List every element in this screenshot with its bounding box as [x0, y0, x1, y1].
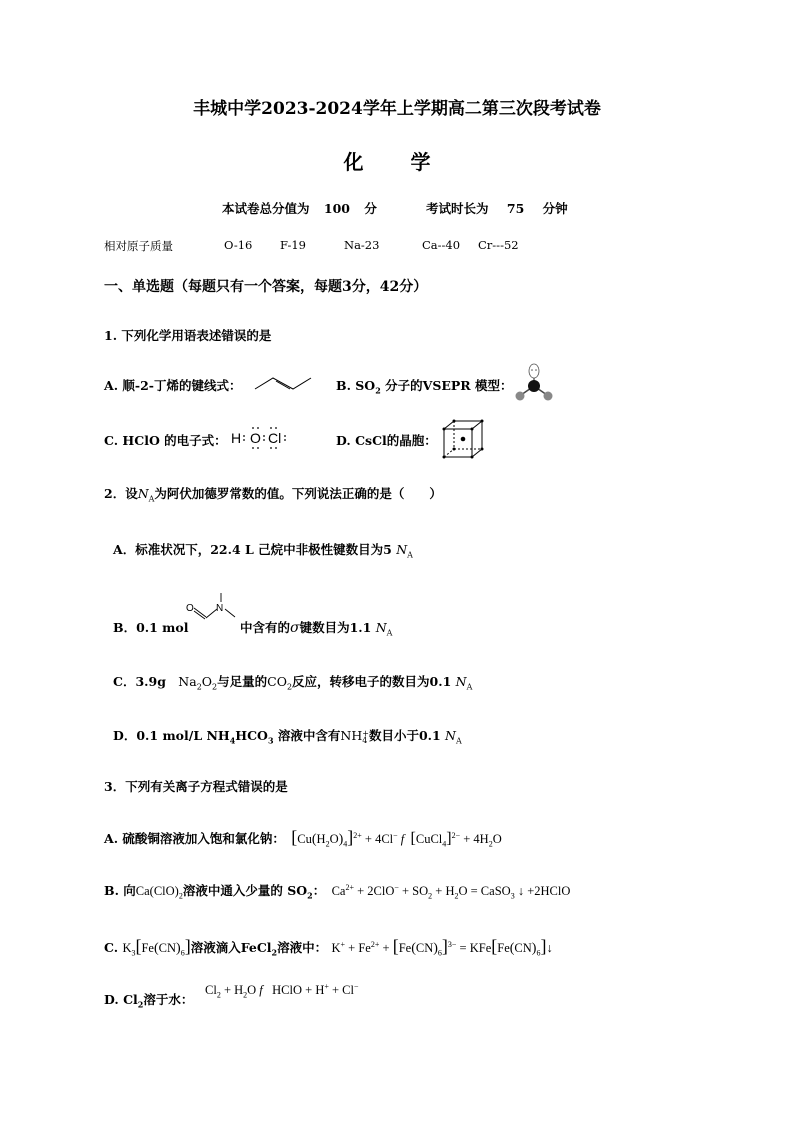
cis-2-butene-skeletal-icon [255, 374, 315, 392]
subject-title: 化 学 [343, 150, 451, 174]
score-info [222, 199, 377, 217]
atomic-mass-item: O-16 [224, 238, 253, 252]
q2-option-b: B．0.1 mol [113, 620, 189, 635]
q2-option-d: D．0.1 mol/L $NH_4HCO_3$ 溶液中含有NH + 4 数目小于0.1 $N_A$ [113, 728, 462, 746]
time-info [426, 199, 568, 217]
hclo-electron-formula-icon [230, 425, 296, 451]
q3-option-a: A. 硫酸铜溶液加入饱和氯化钠： $[Cu(H_2O)_4]^{2+} + 4Cl^-$ f [CuCl$_4$]$^{2-}$ + $4H_2O$ [104, 827, 502, 849]
q3-option-b: B. 向$Ca(ClO)_2$溶液中通入少量的 $SO_2$： $Ca^{2+} + 2ClO^- + SO_2 + H_2O$ = CaSO$_3$ ↓ +2HClO [104, 882, 571, 901]
cscl-unit-cell-icon [442, 419, 486, 461]
svg-text:N: N [216, 603, 224, 614]
atomic-mass-item: Cr---52 [478, 238, 519, 252]
time-unit: 分钟 [542, 201, 568, 216]
atomic-mass-label: 相对原子质量 [104, 239, 173, 253]
svg-text:Cl: Cl [268, 430, 282, 446]
q1-option-a: A. 顺-2-丁烯的键线式： [104, 378, 242, 393]
q1-stem: 1. 下列化学用语表述错误的是 [104, 328, 272, 343]
vsepr-model-icon [513, 362, 555, 402]
section-title: 一、单选题（每题只有一个答案，每题3分，42分） [104, 279, 428, 295]
svg-text:O: O [250, 430, 261, 446]
q3-option-d-equation: $Cl_2 + H_2O$ f HClO + H+ + Cl− [205, 982, 359, 1000]
q2-option-c: C．3.9g $Na_2O_2$与足量的$CO_2$反应，转移电子的数目为0.1 $N_A$ [113, 674, 473, 692]
atomic-mass-item: Ca--40 [422, 238, 461, 252]
svg-text:O: O [186, 603, 194, 614]
q3-option-c: C. $K_3[Fe(CN)_6]$溶液滴入FeCl$_2$溶液中： $K^+ + Fe^{2+} + [Fe(CN)_6]^{3-}$ = $KFe[Fe(CN)_6]↓$ [104, 936, 553, 958]
time-label: 考试时长为 [426, 201, 489, 216]
score-unit: 分 [364, 201, 377, 216]
q3-option-d: D. $Cl_2$溶于水： [104, 992, 194, 1010]
svg-text:H: H [231, 430, 242, 446]
score-label: 本试卷总分值为 [222, 201, 310, 216]
exam-title: 丰城中学2023-2024学年上学期高二第三次段考试卷 [193, 99, 601, 119]
q2-option-a: A．标准状况下，22.4 L 己烷中非极性键数目为5 $N_A$ [113, 542, 413, 560]
q2-stem: 2．设$N_A$为阿伏加德罗常数的值。下列说法正确的是（ ） [104, 486, 442, 504]
q2-option-b-tail: 中含有的σ键数目为1.1 $N_A$ [240, 620, 393, 638]
time-value: 75 [506, 201, 525, 216]
q3-stem: 3．下列有关离子方程式错误的是 [104, 779, 288, 794]
score-value: 100 [323, 201, 350, 216]
dimethylformamide-structure-icon [186, 592, 236, 628]
q1-option-c: C. HClO 的电子式： [104, 433, 227, 448]
q1-option-d: D. CsCl的晶胞： [336, 433, 437, 448]
q1-option-b: B. $SO_2$ 分子的VSEPR 模型： [336, 378, 513, 396]
atomic-mass-item: F-19 [280, 238, 306, 252]
atomic-mass-item: Na-23 [344, 238, 380, 252]
